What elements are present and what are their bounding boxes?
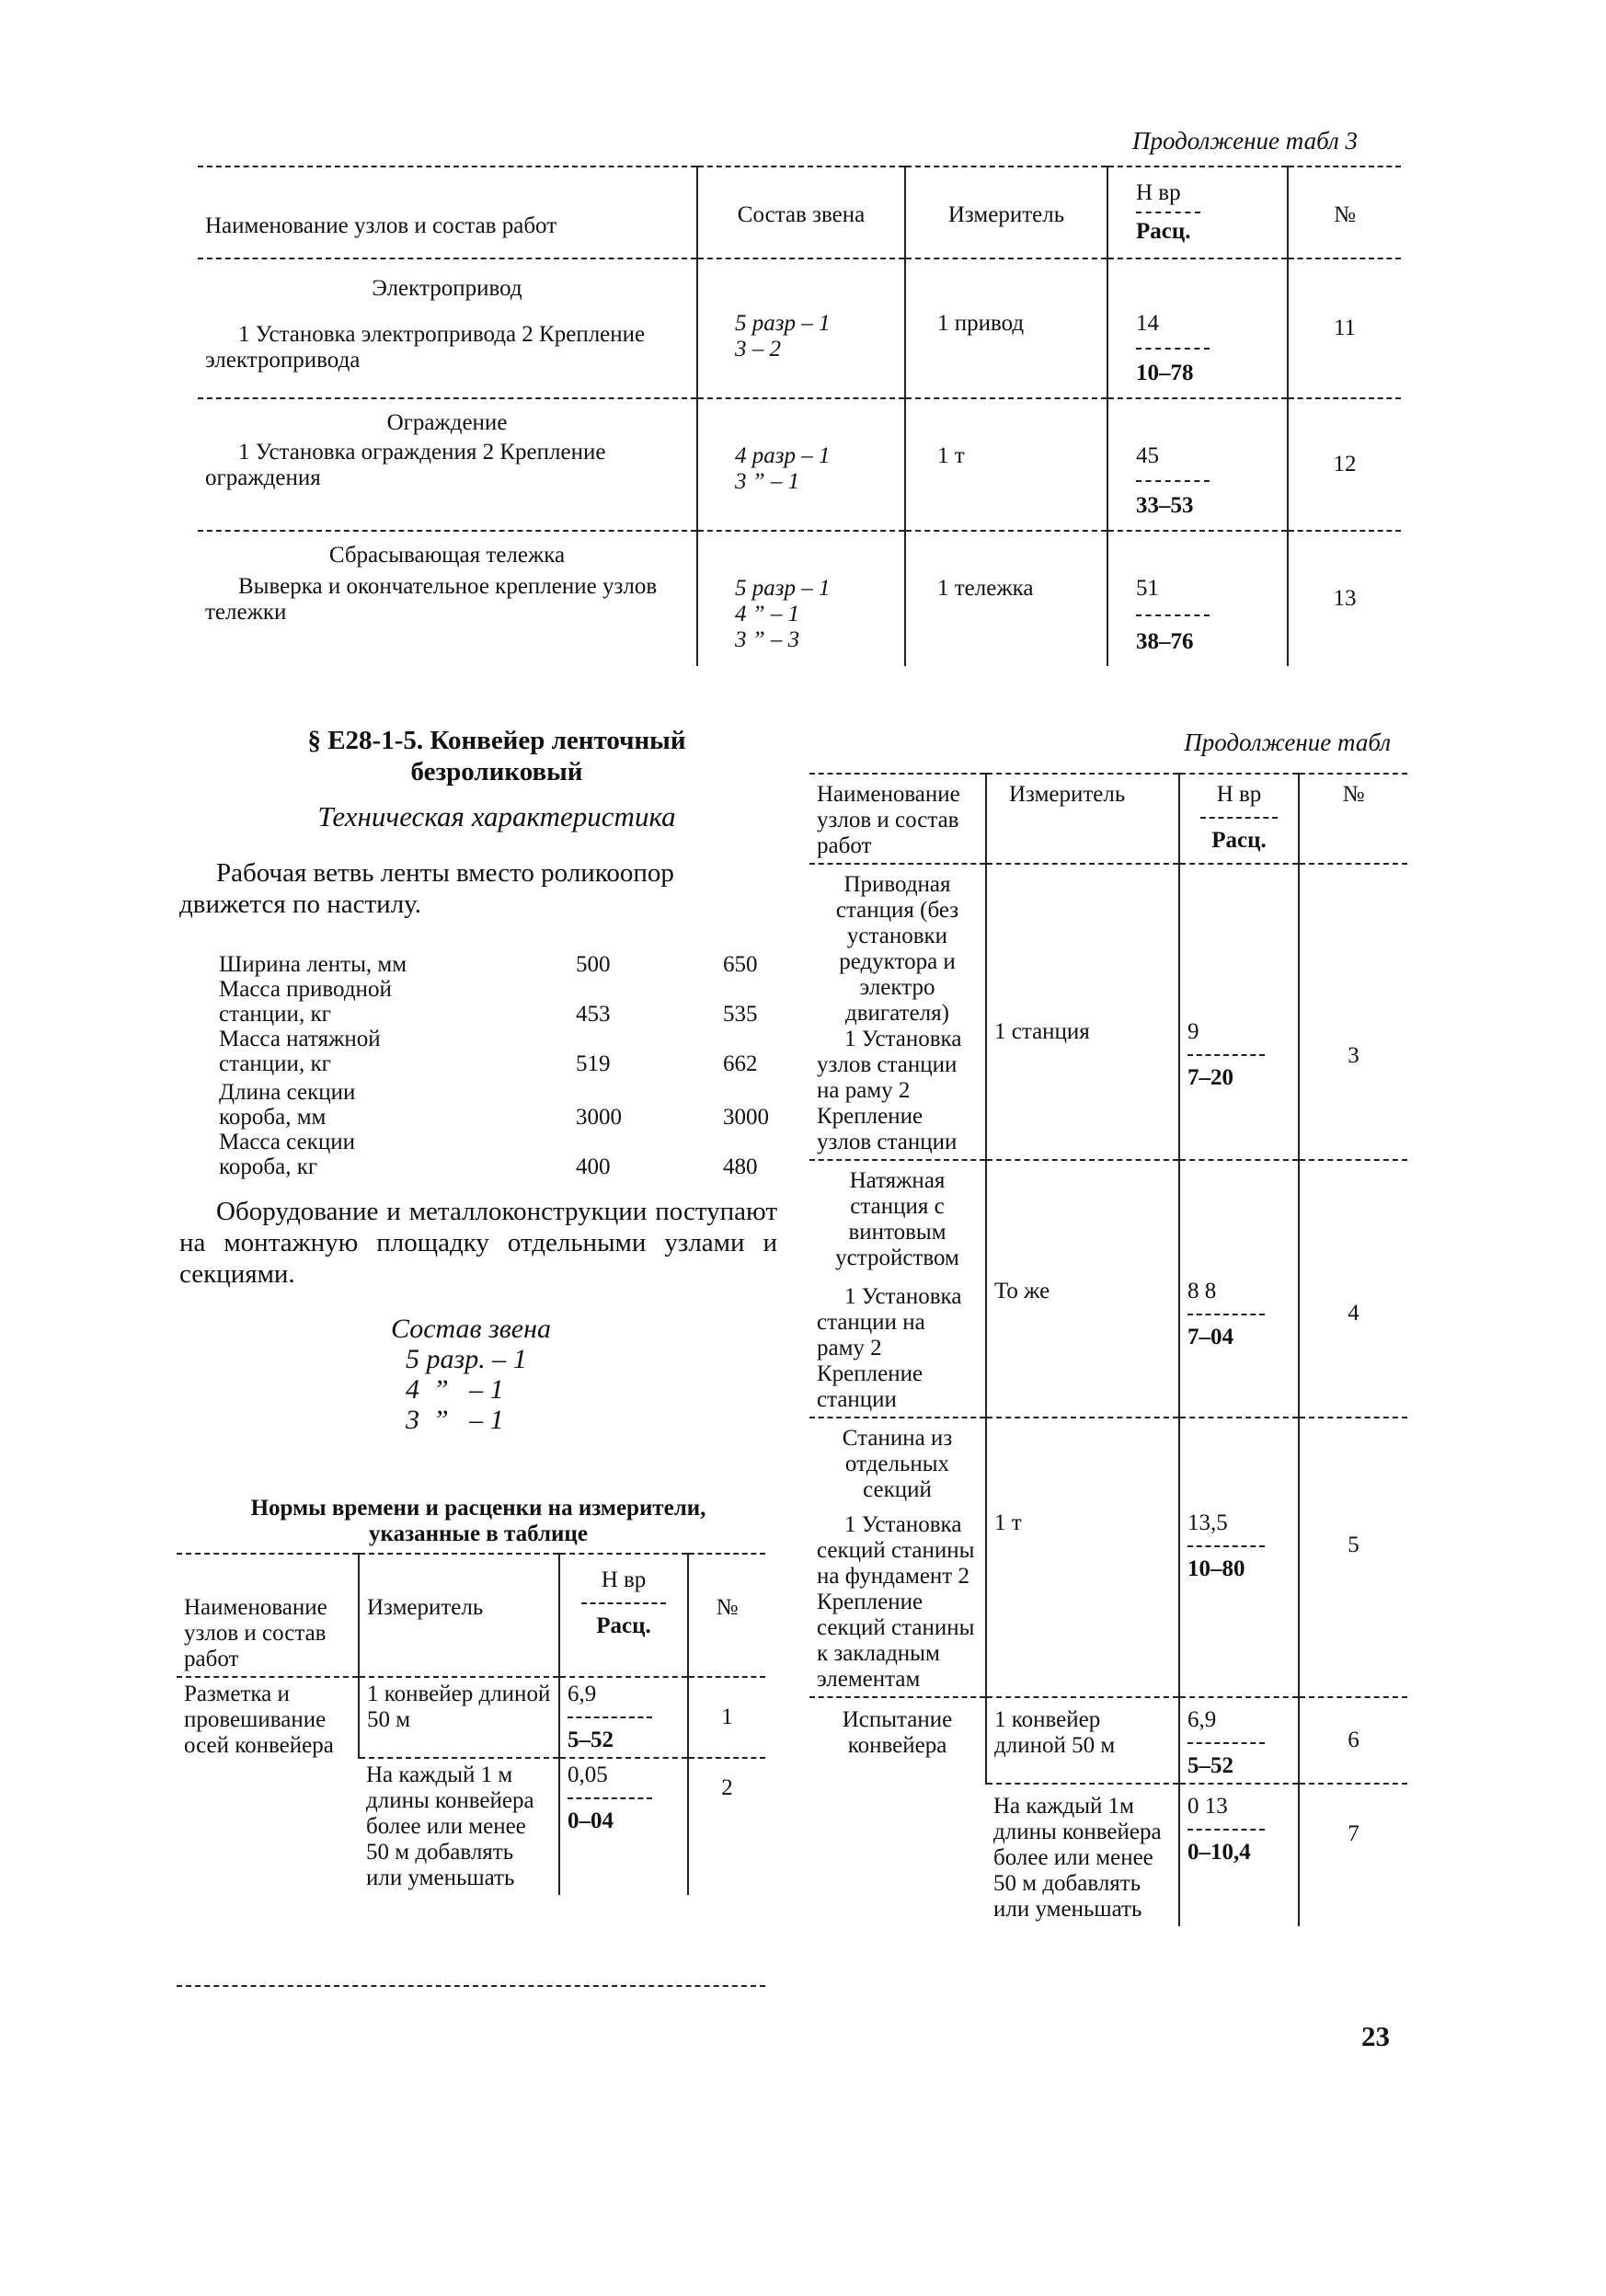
spec-value-1: 3000 — [576, 1105, 622, 1130]
nvr-value: 8 8 — [1187, 1279, 1217, 1303]
header-no: № — [1299, 774, 1407, 864]
table-row — [809, 1697, 1407, 1784]
row-number: 7 — [1299, 1784, 1407, 1926]
row-meter: На каждый 1 м длины конвейера более или менее 50 м добавлять или уменьшать — [359, 1758, 559, 1895]
crew-line: 4 ” – 1 — [406, 1374, 504, 1405]
rasc-value: 10–78 — [1136, 361, 1194, 385]
norms-title: Нормы времени и расценки на измерители, указанные в таблице — [250, 1496, 706, 1546]
header-no: № — [688, 1554, 765, 1677]
spec-label: Масса натяжной станции, кг — [219, 1027, 381, 1076]
spec-value-1: 400 — [576, 1154, 611, 1179]
header-crew: Состав звена — [697, 166, 905, 258]
header-rasc: Расц. — [596, 1613, 651, 1638]
group-text: 1 Установка секций станины на фундамент 2 Крепление секций станины к закладным элементам — [817, 1512, 975, 1692]
row-number: 4 — [1299, 1160, 1407, 1418]
spec-label: Ширина ленты, мм — [219, 952, 407, 977]
top-table-header — [198, 166, 1401, 258]
rasc-value: 33–53 — [1136, 493, 1194, 518]
table-row — [809, 1160, 1407, 1418]
rasc-value: 5–52 — [568, 1728, 614, 1752]
header-name: Наименование узлов и состав работ — [809, 774, 986, 864]
spec-value-2: 662 — [723, 1051, 758, 1076]
group-text: Выверка и окончательное крепление узлов тележки — [205, 574, 658, 625]
header-nvr: Н вр — [601, 1567, 647, 1592]
header-meter: Измеритель — [359, 1554, 559, 1677]
group-title: Станина из отдельных секций — [842, 1426, 953, 1502]
meter-cell: 1 тележка — [905, 531, 1107, 666]
table-row — [198, 531, 1401, 666]
group-title: Ограждение — [386, 410, 508, 435]
header-meter: Измеритель — [905, 166, 1107, 258]
top-norms-table — [198, 166, 1401, 666]
meter-cell: 1 т — [986, 1418, 1179, 1697]
continuation-label-top: Продолжение табл 3 — [1131, 127, 1358, 155]
group-title: Натяжная станция с винтовым устройством — [835, 1168, 959, 1270]
header-nvr: Н вр — [1216, 782, 1262, 807]
crew-cell: 5 разр – 1 4 ” – 1 3 ” – 3 — [697, 531, 905, 666]
nvr-value: 14 — [1136, 311, 1159, 336]
row-number: 3 — [1299, 864, 1407, 1160]
group-text: 1 Установка электропривода 2 Крепление электропривода — [205, 322, 646, 373]
crew-cell: 5 разр – 1 3 – 2 — [697, 258, 905, 398]
spec-value-1: 500 — [576, 952, 611, 977]
section-title: § Е28-1-5. Конвейер ленточный безроликовый — [307, 726, 686, 786]
crew-line: 5 разр. – 1 — [406, 1344, 527, 1374]
rasc-value: 5–52 — [1187, 1753, 1233, 1778]
group-title: Сбрасывающая тележка — [328, 543, 566, 568]
section-subtitle: Техническая характеристика — [317, 800, 676, 832]
nvr-value: 45 — [1136, 443, 1159, 468]
rasc-value: 0–04 — [568, 1808, 614, 1833]
header-name: Наименование узлов и состав работ — [198, 166, 697, 258]
spec-row — [212, 938, 826, 977]
page-number: 23 — [1361, 2020, 1390, 2052]
spec-label: Масса приводной станции, кг — [219, 977, 392, 1027]
spec-value-2: 480 — [723, 1154, 758, 1179]
crew-title: Состав звена — [391, 1314, 552, 1344]
spec-value-1: 453 — [576, 1002, 611, 1027]
spec-row — [212, 1027, 826, 1076]
group-title: Приводная станция (без установки редуктора и электро двигателя) — [835, 872, 959, 1026]
left-norms-table — [177, 1553, 765, 1895]
crew-line: 3 ” – 1 — [406, 1405, 504, 1435]
header-name: Наименование узлов и состав работ — [177, 1554, 359, 1677]
spec-value-1: 519 — [576, 1051, 611, 1076]
spec-row — [212, 977, 826, 1027]
nvr-value: 9 — [1187, 1019, 1199, 1044]
nvr-value: 0,05 — [568, 1762, 608, 1787]
header-meter: Измеритель — [986, 774, 1179, 864]
crew-block — [391, 1314, 551, 1435]
meter-cell: 1 конвейер длиной 50 м — [986, 1697, 1179, 1784]
spec-label: Масса секции короба, кг — [219, 1130, 355, 1179]
right-table-header — [809, 774, 1407, 864]
crew-cell: 4 разр – 1 3 ” – 1 — [697, 398, 905, 531]
row-number: 11 — [1288, 258, 1401, 398]
spec-row — [212, 1130, 826, 1179]
rasc-value: 7–20 — [1187, 1065, 1233, 1090]
table-row — [809, 864, 1407, 1160]
meter-cell: На каждый 1м длины конвейера более или менее 50 м добавлять или уменьшать — [986, 1784, 1179, 1926]
group-text: Испытание конвейера — [809, 1697, 986, 1926]
intro-paragraph: Рабочая ветвь ленты вместо роликоопор движется по настилу. — [179, 858, 674, 919]
row-number: 12 — [1288, 398, 1401, 531]
spec-label: Длина секции короба, мм — [219, 1080, 356, 1130]
spec-value-2: 650 — [723, 952, 758, 977]
meter-cell: 1 привод — [905, 258, 1107, 398]
rasc-value: 10–80 — [1187, 1556, 1245, 1581]
row-number: 1 — [688, 1677, 765, 1758]
meter-cell: 1 станция — [986, 864, 1179, 1160]
row-number: 2 — [688, 1758, 765, 1895]
spec-row — [212, 1076, 826, 1130]
meter-cell: То же — [986, 1160, 1179, 1418]
row-meter: 1 конвейер длиной 50 м — [359, 1677, 559, 1758]
header-nvr: Н вр — [1136, 180, 1181, 205]
rasc-value: 38–76 — [1136, 629, 1194, 654]
row-number: 5 — [1299, 1418, 1407, 1697]
nvr-value: 6,9 — [1187, 1707, 1217, 1732]
header-no: № — [1288, 166, 1401, 258]
group-text: 1 Установка узлов станции на раму 2 Крепление узлов станции — [817, 1027, 962, 1154]
table-row — [809, 1418, 1407, 1697]
nvr-value: 0 13 — [1187, 1794, 1228, 1819]
nvr-value: 51 — [1136, 576, 1159, 601]
header-rasc: Расц. — [1136, 219, 1191, 244]
group-title: Электропривод — [372, 276, 522, 301]
rasc-value: 0–10,4 — [1187, 1840, 1251, 1865]
right-norms-table — [809, 773, 1407, 1926]
table-row — [198, 258, 1401, 398]
header-rasc: Расц. — [1211, 828, 1267, 853]
table-row — [177, 1677, 765, 1758]
rasc-value: 7–04 — [1187, 1325, 1233, 1349]
row-number: 6 — [1299, 1697, 1407, 1784]
nvr-value: 13,5 — [1187, 1510, 1228, 1535]
spec-value-2: 3000 — [723, 1105, 769, 1130]
row-name: Разметка и провешивание осей конвейера — [184, 1682, 334, 1758]
group-text: 1 Установка станции на раму 2 Крепление станции — [817, 1284, 962, 1412]
equipment-note: Оборудование и металлоконструкции поступают на монтажную площадку отдельными узлами и секциями. — [179, 1197, 777, 1289]
table-row — [198, 398, 1401, 531]
specs-table — [212, 938, 826, 1179]
meter-cell: 1 т — [905, 398, 1107, 531]
left-table-bottom-rule — [177, 1985, 765, 1987]
nvr-value: 6,9 — [568, 1682, 597, 1706]
continuation-label-right: Продолжение табл — [1184, 729, 1391, 756]
spec-value-2: 535 — [723, 1002, 758, 1027]
row-number: 13 — [1288, 531, 1401, 666]
group-text: 1 Установка ограждения 2 Крепление ограждения — [205, 440, 606, 490]
left-table-header — [177, 1554, 765, 1677]
